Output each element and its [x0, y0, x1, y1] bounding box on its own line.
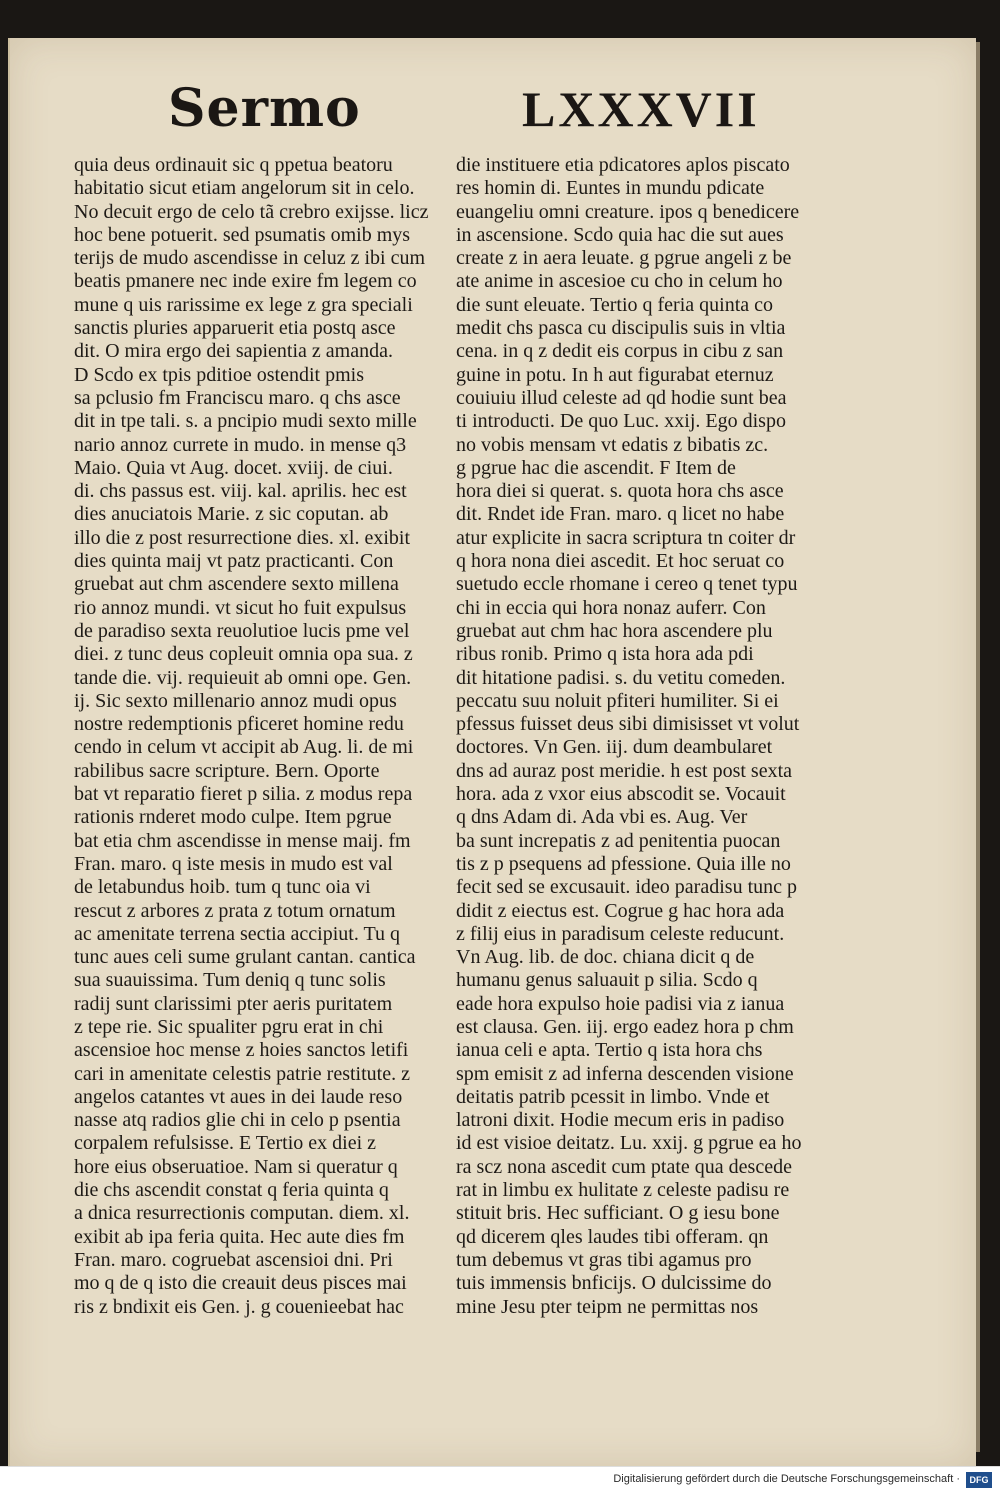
text-line: tunc aues celi sume grulant cantan. cantica: [74, 946, 416, 969]
text-line: ris z bndixit eis Gen. j. g couenieebat hac: [74, 1295, 404, 1318]
text-line: cena. in q z dedit eis corpus in cibu z san: [456, 340, 784, 363]
text-line: hora. ada z vxor eius abscodit se. Vocauit: [456, 783, 786, 806]
text-line: exibit ab ipa feria quita. Hec aute dies fm: [74, 1225, 405, 1248]
text-line: sua suauissima. Tum deniq q tunc solis: [74, 969, 386, 992]
text-line: rationis rnderet modo culpe. Item pgrue: [74, 806, 392, 829]
text-line: diei. z tunc deus copleuit omnia opa sua. z: [74, 643, 413, 666]
text-line: bat vt reparatio fieret p silia. z modus repa: [74, 783, 413, 806]
text-line: pfessus fuisset deus sibi dimisisset vt volut: [456, 713, 800, 736]
text-line: z tepe rie. Sic spualiter pgru erat in chi: [74, 1015, 384, 1038]
footer-bar: [0, 1466, 1000, 1495]
text-line: rescut z arbores z prata z totum ornatum: [74, 899, 396, 922]
text-line: No decuit ergo de celo tã crebro exijsse. licz: [74, 200, 429, 223]
text-line: sa pclusio fm Franciscu maro. q chs asce: [74, 386, 401, 409]
text-line: deitatis patrib pcessit in limbo. Vnde et: [456, 1085, 770, 1108]
text-line: illo die z post resurrectione dies. xl. exibit: [74, 526, 411, 549]
text-line: ij. Sic sexto millenario annoz mudi opus: [74, 689, 397, 712]
text-line: euangeliu omni creature. ipos q benedicere: [456, 200, 800, 223]
text-line: terijs de mudo ascendisse in celuz z ibi cum: [74, 247, 426, 270]
text-line: chi in eccia qui hora nonaz auferr. Con: [456, 596, 766, 619]
text-line: corpalem refulsisse. E Tertio ex diei z: [74, 1132, 377, 1155]
text-line: dit. Rndet ide Fran. maro. q licet no habe: [456, 503, 785, 526]
text-line: rat in limbu ex hulitate z celeste padisu re: [456, 1179, 790, 1202]
text-line: di. chs passus est. viij. kal. aprilis. hec est: [74, 480, 407, 503]
text-line: bat etia chm ascendisse in mense maij. fm: [74, 829, 411, 852]
text-line: ti introducti. De quo Luc. xxij. Ego dispo: [456, 410, 786, 433]
text-line: tum debemus vt gras tibi agamus pro: [456, 1248, 752, 1271]
text-line: mine Jesu pter teipm ne permittas nos: [456, 1295, 759, 1318]
text-line: habitatio sicut etiam angelorum sit in celo.: [74, 177, 415, 200]
text-line: res homin di. Euntes in mundu pdicate: [456, 177, 765, 200]
text-line: de letabundus hoib. tum q tunc oia vi: [74, 876, 371, 899]
text-line: mune q uis rarissime ex lege z gra speciali: [74, 293, 413, 316]
text-line: peccatu suu noluit pfiteri humiliter. Si ei: [456, 689, 779, 712]
text-line: stituit bris. Hec sufficiant. O g iesu bone: [456, 1202, 780, 1225]
text-line: ascensioe hoc mense z hoies sanctos letifi: [74, 1039, 409, 1062]
text-line: dit. O mira ergo dei sapientia z amanda.: [74, 340, 393, 363]
text-line: dit hitatione padisi. s. du vetitu comeden.: [456, 666, 786, 689]
text-line: atur explicite in sacra scriptura tn coiter dr: [456, 526, 796, 549]
text-line: die sunt eleuate. Tertio q feria quinta co: [456, 293, 774, 316]
text-line: mo q de q isto die creauit deus pisces mai: [74, 1272, 407, 1295]
text-line: spm emisit z ad inferna descenden visione: [456, 1062, 794, 1085]
text-line: Fran. maro. q iste mesis in mudo est val: [74, 852, 393, 875]
text-line: tis z p psequens ad pfessione. Quia ille no: [456, 852, 791, 875]
text-line: didit z eiectus est. Cogrue g hac hora ada: [456, 899, 785, 922]
text-line: nasse atq radios glie chi in celo p psentia: [74, 1109, 401, 1132]
text-line: cendo in celum vt accipit ab Aug. li. de mi: [74, 736, 414, 759]
text-line: qd dicerem qles laudes tibi offeram. qn: [456, 1225, 769, 1248]
text-line: rio annoz mundi. vt sicut ho fuit expulsus: [74, 596, 407, 619]
text-line: est clausa. Gen. iij. ergo eadez hora p chm: [456, 1015, 794, 1038]
text-line: no vobis mensam vt edatis z bibatis zc.: [456, 433, 769, 456]
text-line: z filij eius in paradisum celeste reducunt.: [456, 922, 785, 945]
text-line: tuis immensis bnficijs. O dulcissime do: [456, 1272, 772, 1295]
text-line: id est visioe deitatz. Lu. xxij. g pgrue ea ho: [456, 1132, 802, 1155]
text-line: guine in potu. In h aut figurabat eternuz: [456, 363, 774, 386]
text-line: ac amenitate terrena sectia accipiut. Tu q: [74, 922, 400, 945]
dfg-logo: DFG: [966, 1472, 992, 1488]
text-line: dies quinta maij vt patz practicanti. Con: [74, 550, 394, 573]
text-line: latroni dixit. Hodie mecum eris in padiso: [456, 1109, 785, 1132]
text-line: dit in tpe tali. s. a pncipio mudi sexto mille: [74, 410, 417, 433]
text-line: hora diei si querat. s. quota hora chs asce: [456, 480, 784, 503]
text-line: rabilibus sacre scripture. Bern. Oporte: [74, 759, 380, 782]
text-line: nostre redemptionis pficeret homine redu: [74, 713, 404, 736]
text-column-left: [74, 154, 444, 1319]
text-line: die instituere etia pdicatores aplos piscato: [456, 154, 790, 176]
text-line: ra scz nona ascedit cum ptate qua descede: [456, 1155, 792, 1178]
text-line: die chs ascendit constat q feria quinta q: [74, 1179, 389, 1202]
text-line: medit chs pasca cu discipulis suis in vltia: [456, 317, 786, 340]
text-line: radij sunt clarissimi pter aeris puritatem: [74, 992, 393, 1015]
text-line: gruebat aut chm hac hora ascendere plu: [456, 619, 773, 642]
text-line: gruebat aut chm ascendere sexto millena: [74, 573, 399, 596]
text-line: fecit sed se excusauit. ideo paradisu tunc p: [456, 876, 797, 899]
text-line: ianua celi e apta. Tertio q ista hora chs: [456, 1039, 763, 1062]
text-line: Maio. Quia vt Aug. docet. xviij. de ciui.: [74, 456, 393, 479]
running-header-left: Sermo: [168, 78, 361, 139]
text-line: ribus ronib. Primo q ista hora ada pdi: [456, 643, 754, 666]
text-line: ate anime in ascesioe cu cho in celum ho: [456, 270, 783, 293]
text-line: doctores. Vn Gen. iij. dum deambularet: [456, 736, 773, 759]
text-line: dies anuciatois Marie. z sic coputan. ab: [74, 503, 389, 526]
text-line: q hora nona diei ascedit. Et hoc seruat co: [456, 550, 785, 573]
text-line: hoc bene potuerit. sed psumatis omib mys: [74, 223, 411, 246]
text-line: Vn Aug. lib. de doc. chiana dicit q de: [456, 946, 755, 969]
text-line: sanctis pluries apparuerit etia postq asce: [74, 317, 396, 340]
text-line: a dnica resurrectionis computan. diem. xl.: [74, 1202, 410, 1225]
folio-number: LXXXVII: [522, 81, 760, 137]
text-line: nario annoz currete in mudo. in mense q3: [74, 433, 407, 456]
text-line: beatis pmanere nec inde exire fm legem co: [74, 270, 417, 293]
funding-notice: Digitalisierung gefördert durch die Deutsche Forschungsgemeinschaft ·: [613, 1473, 960, 1485]
text-line: q dns Adam di. Ada vbi es. Aug. Ver: [456, 806, 748, 829]
text-line: tande die. vij. requieuit ab omni ope. Gen.: [74, 666, 412, 689]
text-line: suetudo eccle rhomane i cereo q tenet typu: [456, 573, 798, 596]
text-line: dns ad auraz post meridie. h est post sexta: [456, 759, 793, 782]
text-line: cari in amenitate celestis patrie restitute. z: [74, 1062, 410, 1085]
text-line: g pgrue hac die ascendit. F Item de: [456, 456, 736, 479]
text-line: eade hora expulso hoie padisi via z ianua: [456, 992, 785, 1015]
text-line: quia deus ordinauit sic q ppetua beatoru: [74, 154, 393, 176]
text-line: humanu genus saluauit p silia. Scdo q: [456, 969, 758, 992]
text-line: Fran. maro. cogruebat ascensioi dni. Pri: [74, 1248, 393, 1271]
text-line: D Scdo ex tpis pditioe ostendit pmis: [74, 363, 364, 386]
text-column-right: [456, 154, 826, 1319]
text-line: hore eius obseruatioe. Nam si queratur q: [74, 1155, 398, 1178]
text-line: angelos catantes vt aues in dei laude reso: [74, 1085, 403, 1108]
text-line: couiuiu illud celeste ad qd hodie sunt bea: [456, 386, 787, 409]
text-line: in ascensione. Scdo quia hac die sut aues: [456, 223, 784, 246]
text-line: ba sunt increpatis z ad penitentia puocan: [456, 829, 781, 852]
text-line: create z in aera leuate. g pgrue angeli z be: [456, 247, 792, 270]
text-line: de paradiso sexta reuolutioe lucis pme vel: [74, 619, 410, 642]
